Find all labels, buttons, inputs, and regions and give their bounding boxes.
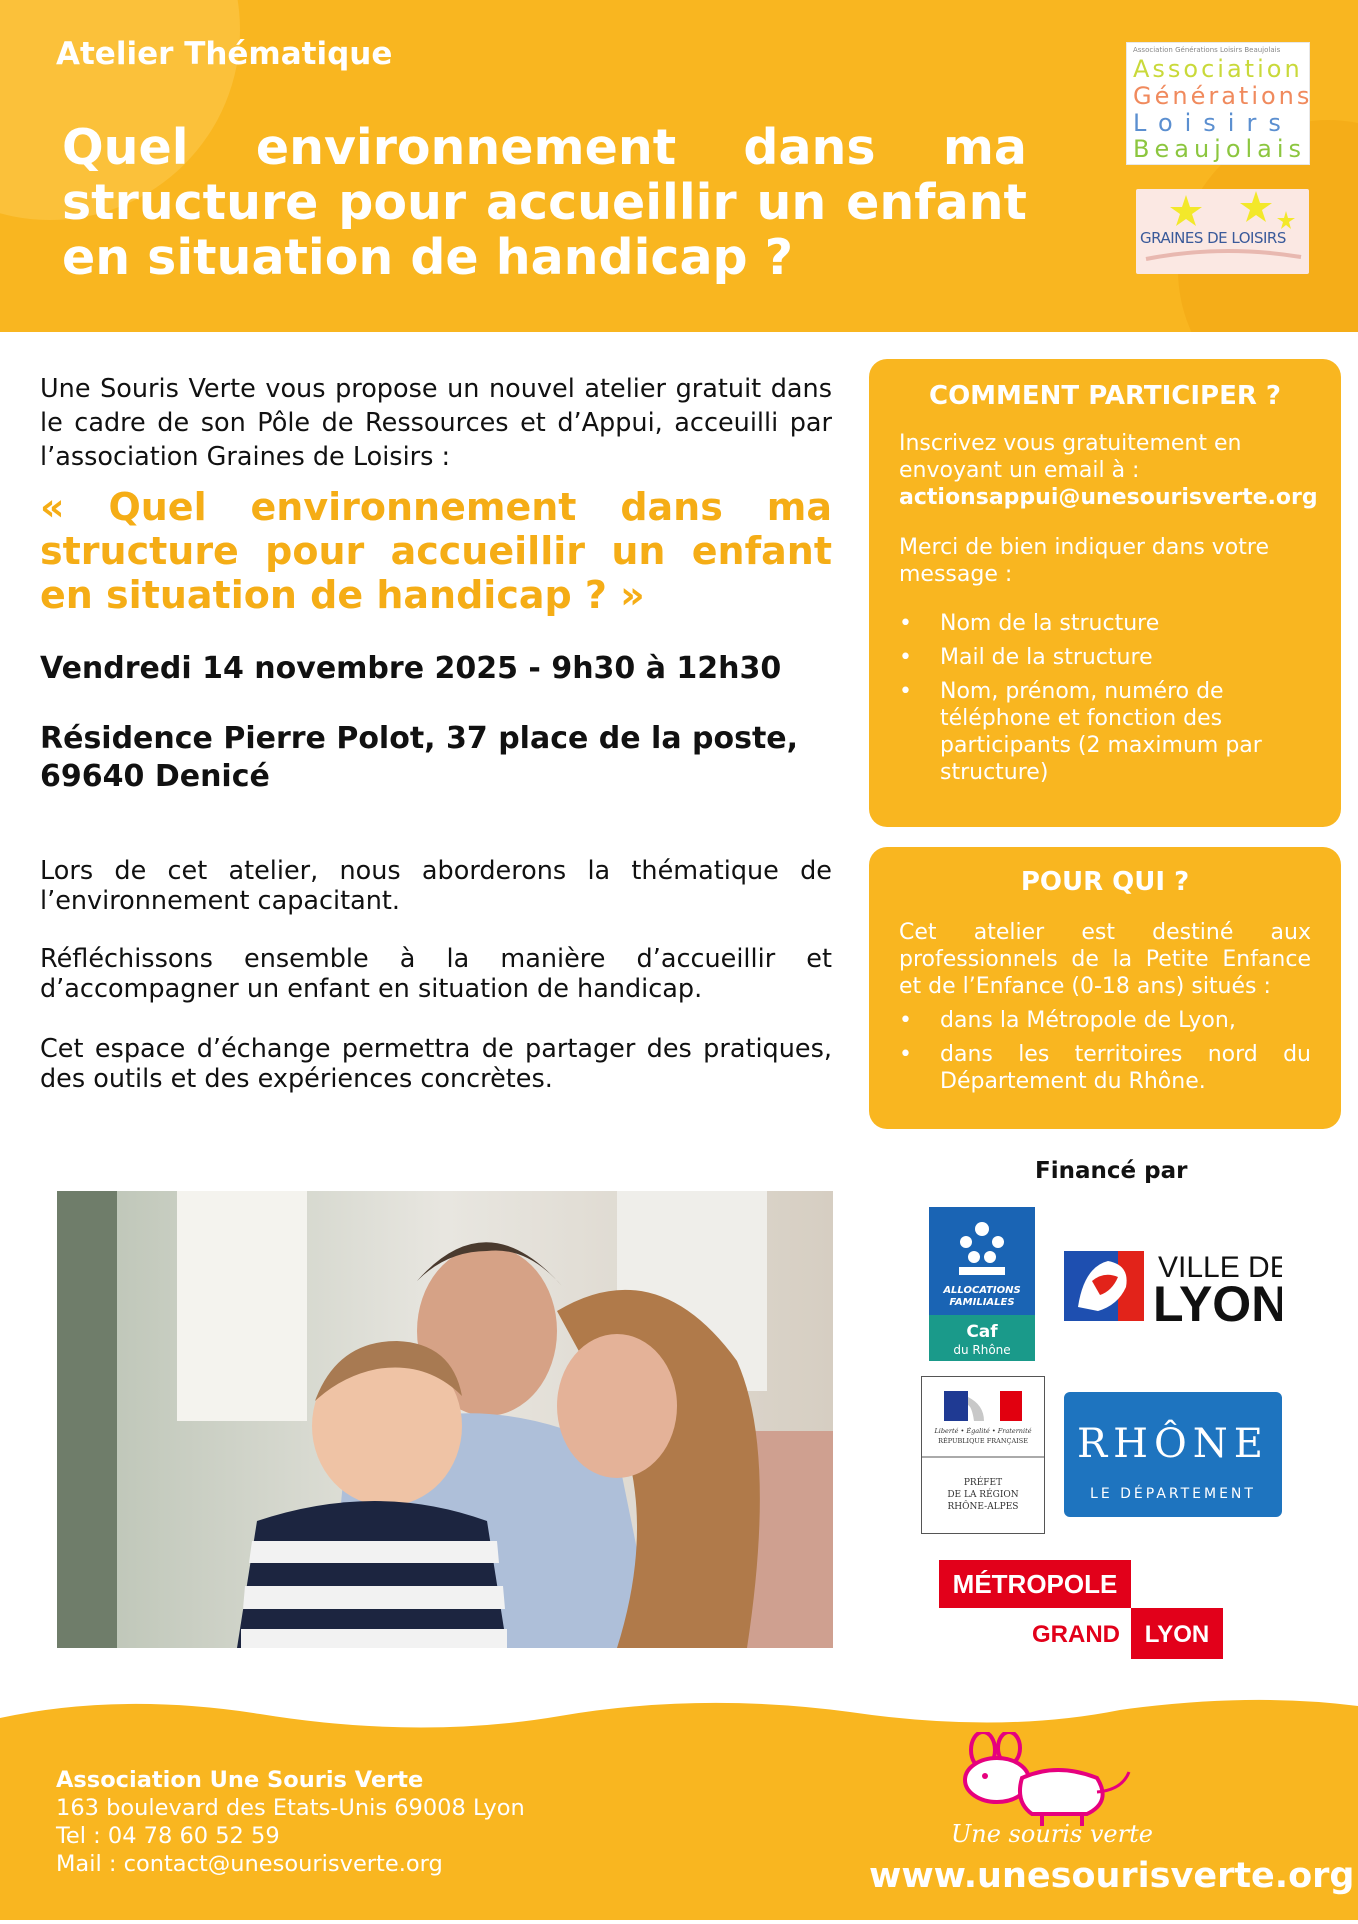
atelier-kicker: Atelier Thématique [56, 36, 393, 72]
une-souris-verte-logo [937, 1732, 1167, 1850]
family-photo-illustration [57, 1191, 833, 1648]
list-item-text: dans les territoires nord du Département du Rhône. [940, 1042, 1311, 1094]
prefet-logo-line: DE LA RÉGION [947, 1490, 1019, 1500]
prefet-region-logo [921, 1376, 1045, 1534]
mouse-icon [937, 1732, 1167, 1850]
rhone-departement-logo [1064, 1392, 1282, 1517]
audience-list [899, 1007, 1311, 1095]
ville-de-lyon-graphic [1064, 1247, 1282, 1323]
footer-contact [56, 1766, 525, 1878]
intro-text: Une Souris Verte vous propose un nouvel atelier gratuit dans le cadre de son Pôle de Ressources et d’Appui, acceuilli par l’association Graines de Loisirs : [40, 374, 832, 472]
caf-logo-line: FAMILIALES [949, 1297, 1015, 1308]
list-item: • Nom de la structure [899, 611, 1160, 636]
how-to-participate-box [869, 359, 1341, 827]
footer-phone: Tel : 04 78 60 52 59 [56, 1823, 280, 1849]
rhone-logo-graphic [1064, 1392, 1282, 1517]
prefet-logo-line: Liberté • Égalité • Fraternité [934, 1427, 1032, 1435]
workshop-title-quote: « Quel environnement dans ma structure pour accueillir un enfant en situation de handicap ? » [40, 485, 832, 617]
ville-de-lyon-logo [1064, 1247, 1282, 1323]
description-paragraph: Lors de cet atelier, nous aborderons la thématique de l’environnement capacitant. [40, 856, 832, 916]
event-address: Résidence Pierre Polot, 37 place de la poste, 69640 Denicé [40, 721, 799, 794]
caf-logo-graphic [929, 1207, 1035, 1361]
metropole-logo-line: GRAND [1032, 1621, 1120, 1648]
audience-text: Cet atelier est destiné aux professionnels de la Petite Enfance et de l’Enfance (0-18 ans) situés : [899, 920, 1311, 999]
list-item: • dans la Métropole de Lyon, [899, 1008, 1236, 1033]
list-item-text: dans la Métropole de Lyon, [940, 1008, 1236, 1033]
caf-du-rhone-logo [929, 1207, 1035, 1361]
metropole-logo-line: MÉTROPOLE [952, 1569, 1118, 1599]
agl-logo-line: Association [1133, 55, 1303, 83]
association-generations-loisirs-logo [1126, 42, 1313, 165]
agl-logo-tagline: Association Générations Loisirs Beaujolais [1133, 46, 1281, 54]
funded-by-label: Financé par [1035, 1158, 1188, 1184]
prefet-logo-graphic [922, 1377, 1044, 1533]
event-date: Vendredi 14 novembre 2025 - 9h30 à 12h30 [40, 651, 782, 686]
metropole-logo-graphic [939, 1560, 1223, 1659]
list-item-text: Mail de la structure [940, 645, 1153, 670]
audience-heading: POUR QUI ? [1020, 867, 1190, 897]
graines-de-loisirs-logo [1136, 189, 1309, 274]
participate-instructions: Merci de bien indiquer dans votre message : [899, 535, 1269, 587]
rhone-logo-line: RHÔNE [1077, 1421, 1269, 1467]
list-item: • Nom, prénom, numéro de téléphone et fonction des participants (2 maximum par structure) [899, 679, 1262, 785]
prefet-logo-line: RHÔNE-ALPES [947, 1502, 1019, 1512]
participate-text: Inscrivez vous gratuitement en envoyant un email à : [899, 431, 1242, 483]
caf-logo-line: Caf [966, 1322, 998, 1342]
prefet-logo-line: RÉPUBLIQUE FRANÇAISE [938, 1437, 1028, 1445]
rhone-logo-line: LE DÉPARTEMENT [1090, 1486, 1256, 1502]
list-item-text: Nom, prénom, numéro de téléphone et fonction des participants (2 maximum par structure) [940, 679, 1262, 785]
metropole-logo-line: LYON [1144, 1621, 1210, 1648]
agl-logo-line: Beaujolais [1133, 135, 1307, 163]
family-photo [57, 1191, 833, 1648]
list-item: • Mail de la structure [899, 645, 1153, 670]
participate-list [899, 610, 1311, 786]
caf-logo-line: ALLOCATIONS [943, 1285, 1021, 1296]
page-title: Quel environnement dans ma structure pour accueillir un enfant en situation de handicap ? [62, 119, 1027, 286]
footer-org-name: Association Une Souris Verte [56, 1767, 424, 1793]
footer-mail: Mail : contact@unesourisverte.org [56, 1851, 443, 1877]
participate-heading: COMMENT PARTICIPER ? [928, 381, 1281, 411]
description-paragraph: Réfléchissons ensemble à la manière d’accueillir et d’accompagner un enfant en situation de handicap. [40, 944, 832, 1004]
lyon-logo-line: LYON [1153, 1276, 1282, 1323]
list-item: • dans les territoires nord du Département du Rhône. [899, 1042, 1311, 1094]
graines-logo-text: GRAINES DE LOISIRS [1140, 229, 1286, 247]
header-banner [0, 0, 1358, 332]
website-link[interactable]: www.unesourisverte.org [869, 1856, 1355, 1896]
lyon-logo-line: VILLE DE [1158, 1251, 1282, 1284]
description-paragraph: Cet espace d’échange permettra de partager des pratiques, des outils et des expériences concrètes. [40, 1034, 832, 1094]
target-audience-box [869, 847, 1341, 1129]
agl-logo-line: Loisirs [1133, 109, 1293, 137]
participate-email: actionsappui@unesourisverte.org [899, 485, 1318, 510]
footer-address: 163 boulevard des Etats-Unis 69008 Lyon [56, 1795, 525, 1821]
souris-logo-text: Une souris verte [951, 1820, 1153, 1848]
caf-logo-line: du Rhône [953, 1343, 1011, 1357]
list-item-text: Nom de la structure [940, 611, 1160, 636]
metropole-grand-lyon-logo [939, 1560, 1223, 1659]
agl-logo-line: Générations [1133, 82, 1313, 110]
prefet-logo-line: PRÉFET [963, 1478, 1003, 1488]
